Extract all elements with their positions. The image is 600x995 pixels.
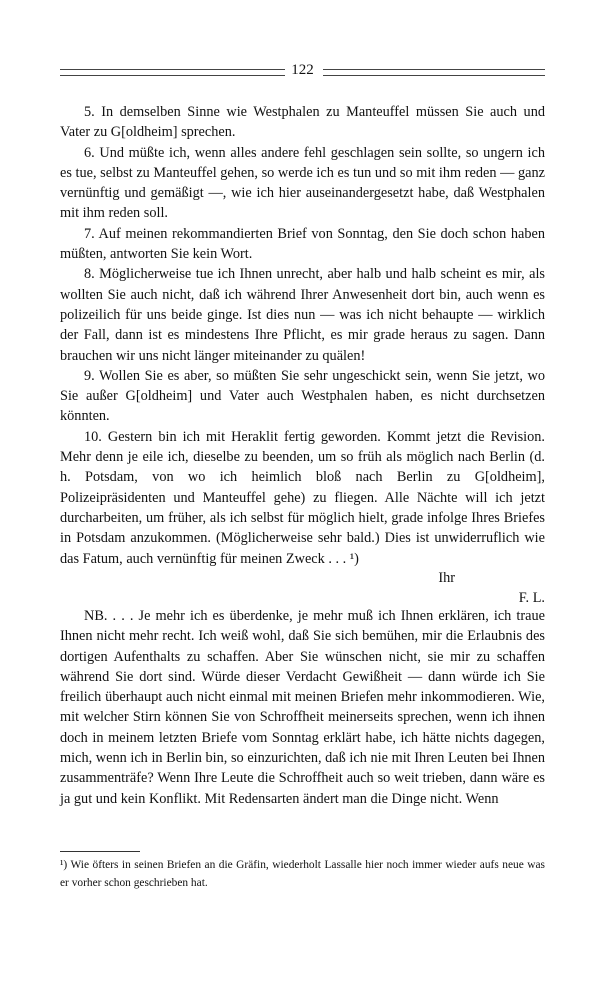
footnote-divider (60, 851, 140, 852)
signature-closing: Ihr (438, 570, 455, 586)
paragraph-6: 6. Und müßte ich, wenn alles andere fehl geschlagen sein sollte, so ungern ich es tue, selbst zu Manteuffel gehen, so werde ich es tun und so mit ihm reden — ganz vernünftig und gemäßigt —, wie ich hier auseinandergesetzt habe, daß Westphalen mit ihm reden soll. (60, 144, 545, 222)
signature-initials: F. L. (518, 590, 545, 607)
main-text (60, 102, 545, 569)
postscript-block (60, 606, 545, 809)
footnote: ¹) Wie öfters in seinen Briefen an die Gräfin, wiederholt Lassalle hier noch immer wieder aufs neue was er vorher schon geschrieben hat. (60, 859, 545, 889)
signature (60, 568, 545, 609)
postscript-text: NB. . . . Je mehr ich es überdenke, je mehr muß ich Ihnen erklären, ich traue Ihnen nicht mehr recht. Ich weiß wohl, daß Sie sich bemühen, mir die Erlaubnis des dortigen Aufenthalts zu schaffen. Aber Sie wünschen nicht, sie mir zu schaffen während Sie dort sind. Würde dieser Verdacht Gewißheit — dann würde ich Sie freilich überhaupt auch nicht einmal mit meinen Briefen mehr inkommodieren. Wie, mit welcher Stirn können Sie von Schroffheit meinerseits sprechen, wenn ich ihnen doch in meinem letzten Briefe vom Sonntag erklärt habe, ich hätte nichts dagegen, mich, wenn ich in Berlin bin, so einzurichten, daß ich nie mit Ihren Leuten bei Ihnen zusammenträfe? Wenn Ihre Leute die Schroffheit auch so weit trieben, dann wäre es ja gut und kein Konflikt. Mit Redensarten ändert man die Dinge nicht. Wenn (60, 608, 545, 807)
paragraph-5: 5. In demselben Sinne wie Westphalen zu Manteuffel müssen Sie auch und Vater zu G[oldheim] sprechen. (60, 104, 545, 141)
paragraph-8: 8. Möglicherweise tue ich Ihnen unrecht, aber halb und halb scheint es mir, als wollten Sie auch nicht, daß ich während Ihrer Anwesenheit dort bin, auch wenn es polizeilich für uns beide ginge. Ist dies nun — was ich nicht behaupte — wirklich der Fall, dann ist es mindestens Ihre Pflicht, es mir grade heraus zu sagen. Dann brauchen wir uns nicht länger miteinander zu quälen! (60, 266, 545, 364)
paragraph-10: 10. Gestern bin ich mit Heraklit fertig geworden. Kommt jetzt die Revision. Mehr denn je eile ich, dieselbe zu beenden, um so früh als möglich nach Berlin (d. h. Potsdam, von wo ich heimlich bloß nach Berlin zu G[oldheim], Polizeipräsidenten und Manteuffel gehe) zu fliegen. Alle Nächte will ich jetzt durcharbeiten, um früher, als ich selbst für möglich hielt, grade infolge Ihres Briefes in Potsdam anzukommen. (Möglicherweise sehr bald.) Dies ist unwiderruflich wie das Fatum, auch vernünftig für meinen Zweck . . . ¹) (60, 428, 545, 567)
paragraph-9: 9. Wollen Sie es aber, so müßten Sie sehr ungeschickt sein, wenn Sie jetzt, wo Sie außer G[oldheim] und Vater auch Westphalen haben, es nicht durchsetzen könnten. (60, 367, 545, 425)
header-rule-right (323, 69, 545, 76)
page-header (60, 60, 545, 80)
page-number: 122 (291, 62, 314, 78)
paragraph-7: 7. Auf meinen rekommandierten Brief von Sonntag, den Sie doch schon haben müßten, antworten Sie kein Wort. (60, 225, 545, 263)
